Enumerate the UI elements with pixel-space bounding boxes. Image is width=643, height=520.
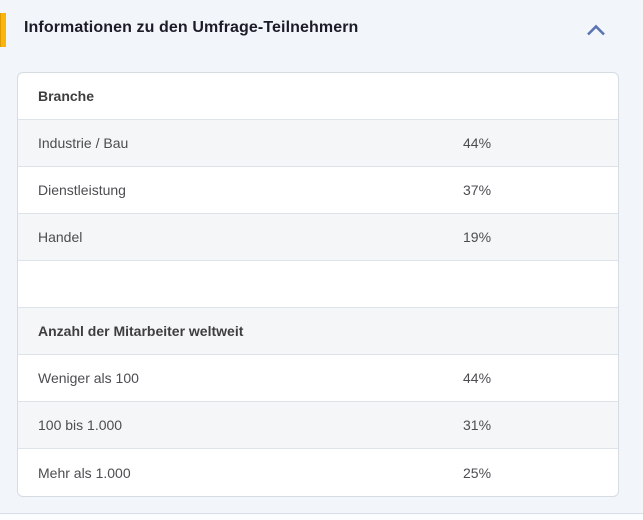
row-value: 44%	[463, 370, 492, 386]
section-header-branche	[18, 73, 618, 120]
row-value: 37%	[463, 182, 492, 198]
table-row	[18, 167, 618, 214]
bottom-strip	[0, 514, 643, 520]
table-row	[18, 355, 618, 402]
table-row	[18, 449, 618, 496]
table-row	[18, 214, 618, 261]
table-row	[18, 402, 618, 449]
participants-table	[17, 72, 619, 497]
row-label: Handel	[38, 229, 83, 245]
section-header-mitarbeiter	[18, 308, 618, 355]
row-value: 31%	[463, 417, 492, 433]
accordion-header[interactable]	[0, 12, 643, 48]
row-label: 100 bis 1.000	[38, 417, 123, 433]
row-label: Dienstleistung	[38, 182, 126, 198]
row-value: 44%	[463, 135, 492, 151]
panel-title: Informationen zu den Umfrage-Teilnehmern	[24, 19, 359, 36]
row-label: Weniger als 100	[38, 370, 139, 386]
row-label: Mehr als 1.000	[38, 464, 131, 481]
spacer-row	[18, 261, 618, 308]
row-value: 25%	[463, 464, 492, 481]
accent-bar	[0, 13, 6, 47]
row-label: Industrie / Bau	[38, 135, 129, 151]
section-header-label: Branche	[38, 88, 95, 104]
row-value: 19%	[463, 229, 492, 245]
table-row	[18, 120, 618, 167]
section-header-label: Anzahl der Mitarbeiter weltweit	[38, 323, 244, 339]
chevron-up-icon[interactable]	[583, 21, 609, 41]
